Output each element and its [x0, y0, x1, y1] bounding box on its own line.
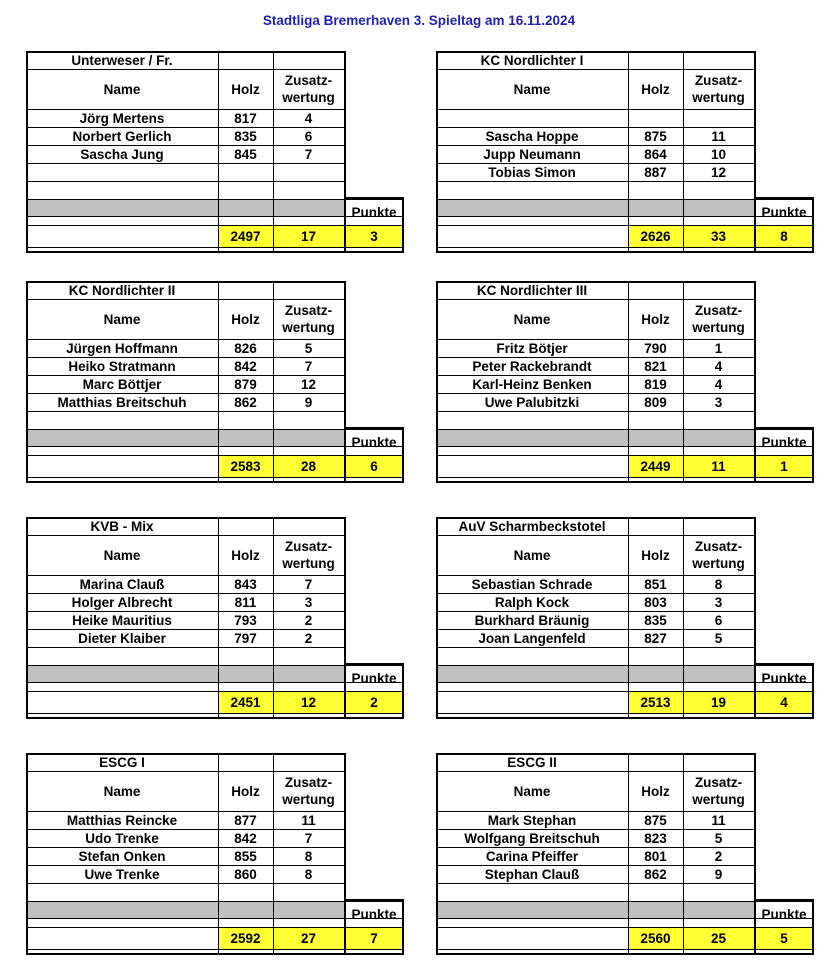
player-name: Udo Trenke: [85, 830, 159, 846]
zusatzwertung-header-part: wertung: [692, 556, 745, 571]
grid-line: [26, 251, 404, 253]
player-name: Sascha Jung: [80, 146, 164, 162]
separator-row: [26, 429, 344, 446]
player-name: Tobias Simon: [488, 164, 576, 180]
player-zusatzwertung: 5: [714, 830, 723, 846]
player-holz: 809: [644, 394, 667, 410]
team-table: [436, 753, 814, 975]
holz-header: Holz: [641, 311, 670, 327]
team-punkte: 6: [370, 458, 378, 474]
name-header: Name: [513, 311, 551, 327]
player-name: Stefan Onken: [78, 848, 166, 864]
team-name: ESCG II: [507, 754, 557, 770]
grid-line: [436, 247, 814, 248]
zusatzwertung-header-part: wertung: [692, 320, 745, 335]
punkte-header: Punkte: [761, 204, 807, 220]
player-holz: 875: [644, 812, 667, 828]
player-zusatzwertung: 8: [714, 576, 723, 592]
player-holz: 843: [234, 576, 257, 592]
player-zusatzwertung: 9: [304, 394, 313, 410]
zusatzwertung-header: [683, 771, 754, 811]
player-zusatzwertung: 3: [714, 394, 723, 410]
player-holz: 827: [644, 630, 667, 646]
grid-line: [436, 647, 754, 648]
player-name: Joan Langenfeld: [478, 630, 586, 646]
player-name: Mark Stephan: [487, 812, 577, 828]
player-name: [436, 109, 628, 127]
total-zusatzwertung: 11: [711, 458, 726, 474]
player-name: Stephan Clauß: [484, 866, 580, 882]
punkte-header: Punkte: [351, 204, 397, 220]
zusatzwertung-header-part: wertung: [282, 320, 335, 335]
player-holz: 845: [234, 146, 257, 162]
total-zusatzwertung: 33: [710, 228, 727, 244]
separator-row: [26, 665, 344, 682]
zusatzwertung-header: [273, 299, 344, 339]
name-header: Name: [103, 81, 141, 97]
grid-line: [26, 181, 344, 182]
team-punkte: 5: [780, 930, 788, 946]
punkte-header: Punkte: [761, 434, 807, 450]
player-zusatzwertung: 3: [304, 594, 313, 610]
name-header: Name: [103, 311, 141, 327]
player-name: Matthias Reincke: [66, 812, 178, 828]
grid-line: [26, 647, 344, 648]
player-holz: 826: [234, 340, 257, 356]
zusatzwertung-header-part: Zusatz-: [284, 539, 333, 554]
zusatzwertung-header-part: Zusatz-: [694, 775, 743, 790]
punkte-header: Punkte: [351, 670, 397, 686]
grid-line: [436, 953, 814, 955]
player-holz: 811: [234, 594, 257, 610]
player-holz: 821: [644, 358, 667, 374]
separator-row: [26, 199, 344, 216]
page-title: Stadtliga Bremerhaven 3. Spieltag am 16.11.2024: [262, 13, 576, 28]
punkte-header: Punkte: [351, 434, 397, 450]
zusatzwertung-header-part: Zusatz-: [694, 539, 743, 554]
team-table: [436, 281, 814, 503]
player-zusatzwertung: 11: [301, 812, 316, 828]
player-name: Wolfgang Breitschuh: [464, 830, 600, 846]
holz-header: Holz: [641, 81, 670, 97]
grid-line: [436, 411, 754, 412]
total-zusatzwertung: 28: [300, 458, 317, 474]
grid-line: [436, 949, 814, 950]
team-name: ESCG I: [99, 754, 145, 770]
player-zusatzwertung: 4: [304, 110, 313, 126]
player-name: Sascha Hoppe: [485, 128, 579, 144]
grid-line: [436, 481, 814, 483]
zusatzwertung-header: [683, 535, 754, 575]
player-holz: 819: [644, 376, 667, 392]
player-zusatzwertung: 9: [714, 866, 723, 882]
player-zusatzwertung: 11: [711, 812, 726, 828]
player-name: Jürgen Hoffmann: [66, 340, 178, 356]
punkte-header: Punkte: [761, 906, 807, 922]
player-holz: 790: [644, 340, 667, 356]
team-table: [26, 517, 404, 739]
player-holz: 862: [234, 394, 257, 410]
player-holz: 842: [234, 830, 257, 846]
zusatzwertung-header-part: Zusatz-: [284, 73, 333, 88]
team-punkte: 7: [370, 930, 378, 946]
player-name: Marina Clauß: [79, 576, 165, 592]
player-name: Uwe Palubitzki: [484, 394, 580, 410]
separator-row: [26, 901, 344, 918]
punkte-header: Punkte: [351, 906, 397, 922]
player-zusatzwertung: 5: [714, 630, 723, 646]
player-name: Heiko Stratmann: [68, 358, 176, 374]
player-name: Burkhard Bräunig: [474, 612, 590, 628]
player-name: Holger Albrecht: [71, 594, 173, 610]
player-holz: 864: [644, 146, 667, 162]
grid-line: [26, 949, 404, 950]
player-holz: 877: [234, 812, 257, 828]
player-zusatzwertung: 6: [714, 612, 723, 628]
team-punkte: 1: [780, 458, 788, 474]
grid-line: [436, 477, 814, 478]
player-name: Fritz Bötjer: [496, 340, 568, 356]
grid-line: [26, 411, 344, 412]
grid-line: [26, 713, 404, 714]
player-holz: 801: [644, 848, 667, 864]
player-holz: [218, 163, 273, 181]
player-name: Carina Pfeiffer: [485, 848, 579, 864]
team-table: [436, 517, 814, 739]
player-zusatzwertung: 3: [714, 594, 723, 610]
player-holz: 793: [234, 612, 257, 628]
player-holz: [628, 109, 683, 127]
name-header: Name: [103, 783, 141, 799]
player-zusatzwertung: 7: [304, 146, 313, 162]
holz-header: Holz: [641, 547, 670, 563]
zusatzwertung-header-part: Zusatz-: [694, 73, 743, 88]
player-holz: 862: [644, 866, 667, 882]
player-name: Marc Böttjer: [82, 376, 162, 392]
player-holz: 887: [644, 164, 667, 180]
player-holz: 823: [644, 830, 667, 846]
grid-line: [26, 883, 344, 884]
player-zusatzwertung: 2: [714, 848, 723, 864]
zusatzwertung-header-part: wertung: [282, 792, 335, 807]
player-zusatzwertung: 11: [711, 128, 726, 144]
player-name: Jörg Mertens: [79, 110, 165, 126]
player-holz: 860: [234, 866, 257, 882]
player-holz: 851: [644, 576, 667, 592]
team-table: [26, 51, 404, 273]
player-zusatzwertung: 2: [304, 612, 313, 628]
total-zusatzwertung: 17: [300, 228, 317, 244]
player-name: Jupp Neumann: [483, 146, 581, 162]
player-name: Sebastian Schrade: [471, 576, 593, 592]
player-holz: 879: [234, 376, 257, 392]
team-punkte: 2: [370, 694, 378, 710]
total-zusatzwertung: 19: [710, 694, 727, 710]
grid-line: [26, 477, 404, 478]
name-header: Name: [513, 81, 551, 97]
player-zusatzwertung: 4: [714, 358, 723, 374]
name-header: Name: [103, 547, 141, 563]
player-zusatzwertung: 4: [714, 376, 723, 392]
player-holz: 875: [644, 128, 667, 144]
player-holz: 842: [234, 358, 257, 374]
player-zusatzwertung: 12: [300, 376, 317, 392]
player-holz: 835: [234, 128, 257, 144]
zusatzwertung-header-part: Zusatz-: [694, 303, 743, 318]
player-holz: 797: [234, 630, 257, 646]
grid-line: [436, 713, 814, 714]
grid-line: [436, 181, 754, 182]
player-name: Uwe Trenke: [84, 866, 160, 882]
grid-line: [436, 251, 814, 253]
total-holz: 2560: [640, 930, 671, 946]
player-holz: 803: [644, 594, 667, 610]
team-punkte: 8: [780, 228, 788, 244]
holz-header: Holz: [231, 783, 260, 799]
separator-row: [436, 665, 754, 682]
total-holz: 2497: [230, 228, 261, 244]
team-name: KC Nordlichter III: [476, 282, 588, 298]
player-zusatzwertung: 10: [710, 146, 727, 162]
name-header: Name: [513, 783, 551, 799]
team-table: [26, 281, 404, 503]
total-zusatzwertung: 12: [300, 694, 317, 710]
player-name: Dieter Klaiber: [78, 630, 166, 646]
zusatzwertung-header-part: wertung: [692, 792, 745, 807]
zusatzwertung-header: [683, 299, 754, 339]
player-zusatzwertung: 8: [304, 848, 313, 864]
player-zusatzwertung: 5: [304, 340, 313, 356]
player-zusatzwertung: 7: [304, 576, 313, 592]
holz-header: Holz: [231, 311, 260, 327]
total-holz: 2513: [640, 694, 671, 710]
separator-row: [436, 199, 754, 216]
player-name: Heike Mauritius: [72, 612, 172, 628]
player-holz: 855: [234, 848, 257, 864]
grid-line: [26, 247, 404, 248]
zusatzwertung-header: [273, 535, 344, 575]
player-name: Matthias Breitschuh: [57, 394, 187, 410]
player-name: Norbert Gerlich: [72, 128, 172, 144]
grid-line: [436, 883, 754, 884]
grid-line: [436, 717, 814, 719]
player-zusatzwertung: 1: [714, 340, 723, 356]
team-name: KC Nordlichter II: [68, 282, 176, 298]
zusatzwertung-header-part: Zusatz-: [284, 303, 333, 318]
team-name: AuV Scharmbeckstotel: [458, 518, 606, 534]
grid-line: [26, 481, 404, 483]
player-zusatzwertung: 2: [304, 630, 313, 646]
zusatzwertung-header: [273, 69, 344, 109]
separator-row: [436, 429, 754, 446]
name-header: Name: [513, 547, 551, 563]
player-holz: 817: [234, 110, 257, 126]
player-zusatzwertung: 7: [304, 358, 313, 374]
team-name: KC Nordlichter I: [480, 52, 584, 68]
holz-header: Holz: [641, 783, 670, 799]
player-zusatzwertung: 8: [304, 866, 313, 882]
total-holz: 2583: [230, 458, 261, 474]
team-name: KVB - Mix: [90, 518, 154, 534]
holz-header: Holz: [231, 81, 260, 97]
player-zusatzwertung: 7: [304, 830, 313, 846]
player-zusatzwertung: 12: [710, 164, 727, 180]
zusatzwertung-header-part: wertung: [282, 556, 335, 571]
total-holz: 2626: [640, 228, 671, 244]
team-punkte: 4: [780, 694, 788, 710]
team-name: Unterweser / Fr.: [71, 52, 173, 68]
zusatzwertung-header-part: wertung: [282, 90, 335, 105]
team-table: [26, 753, 404, 975]
player-name: Peter Rackebrandt: [472, 358, 592, 374]
player-zusatzwertung: [273, 163, 344, 181]
player-holz: 835: [644, 612, 667, 628]
team-table: [436, 51, 814, 273]
separator-row: [436, 901, 754, 918]
zusatzwertung-header: [683, 69, 754, 109]
team-punkte: 3: [370, 228, 378, 244]
grid-line: [26, 953, 404, 955]
total-zusatzwertung: 25: [710, 930, 727, 946]
player-zusatzwertung: [683, 109, 754, 127]
total-holz: 2592: [230, 930, 261, 946]
punkte-header: Punkte: [761, 670, 807, 686]
player-name: Ralph Kock: [494, 594, 570, 610]
player-name: [26, 163, 218, 181]
total-zusatzwertung: 27: [300, 930, 317, 946]
total-holz: 2449: [640, 458, 671, 474]
player-name: Karl-Heinz Benken: [472, 376, 592, 392]
zusatzwertung-header-part: Zusatz-: [284, 775, 333, 790]
grid-line: [26, 717, 404, 719]
zusatzwertung-header: [273, 771, 344, 811]
zusatzwertung-header-part: wertung: [692, 90, 745, 105]
player-zusatzwertung: 6: [304, 128, 313, 144]
holz-header: Holz: [231, 547, 260, 563]
total-holz: 2451: [230, 694, 261, 710]
